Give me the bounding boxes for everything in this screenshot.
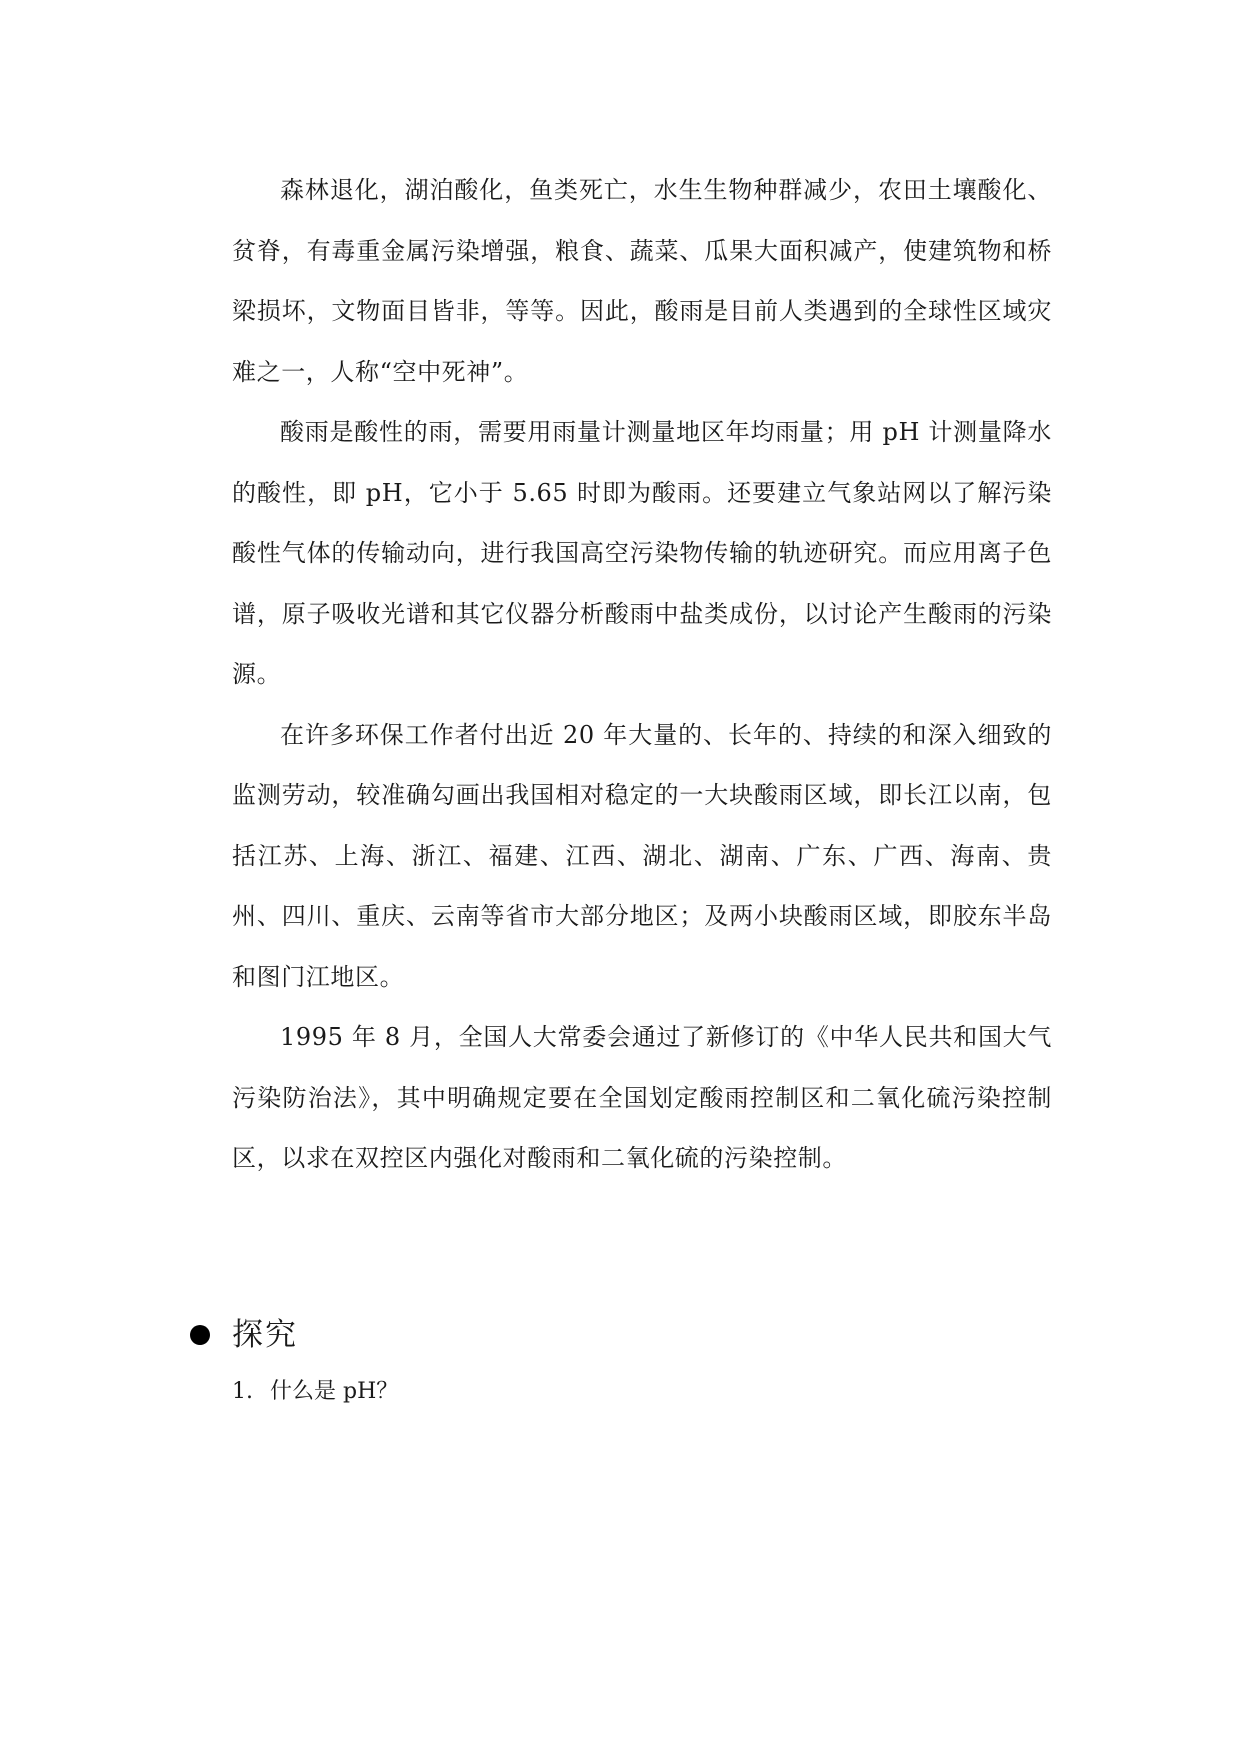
section-heading (190, 1305, 1050, 1365)
filled-circle-bullet-icon (190, 1325, 210, 1345)
paragraph-air-pollution-law: 1995 年 8 月，全国人大常委会通过了新修订的《中华人民共和国大气污染防治法》，其中明确规定要在全国划定酸雨控制区和二氧化硫污染控制区，以求在双控区内强化对酸雨和二氧化硫的污染控制。 (232, 1023, 1052, 1172)
paragraph-acid-rain-regions: 在许多环保工作者付出近 20 年大量的、长年的、持续的和深入细致的监测劳动，较准确勾画出我国相对稳定的一大块酸雨区域，即长江以南，包括江苏、上海、浙江、福建、江西、湖北、湖南、广东、广西、海南、贵州、四川、重庆、云南等省市大部分地区；及两小块酸雨区域，即胶东半岛和图门江地区。 (232, 720, 1052, 991)
paragraph-acid-rain-damage: 森林退化，湖泊酸化，鱼类死亡，水生生物种群减少，农田土壤酸化、贫脊，有毒重金属污染增强，粮食、蔬菜、瓜果大面积减产，使建筑物和桥梁损坏，文物面目皆非，等等。因此，酸雨是目前人类遇到的全球性区域灾难之一，人称“空中死神”。 (232, 176, 1052, 386)
question-item (232, 1372, 398, 1412)
question-number: 1. (232, 1379, 253, 1404)
section-title: 探究 (232, 1317, 298, 1353)
body-text (232, 160, 1052, 1189)
paragraph-acid-rain-measurement: 酸雨是酸性的雨，需要用雨量计测量地区年均雨量；用 pH 计测量降水的酸性，即 pH，它小于 5.65 时即为酸雨。还要建立气象站网以了解污染酸性气体的传输动向，进行我国高空污染物传输的轨迹研究。而应用离子色谱，原子吸收光谱和其它仪器分析酸雨中盐类成份，以讨论产生酸雨的污染源。 (232, 418, 1052, 688)
question-text: 什么是 pH？ (270, 1379, 399, 1404)
